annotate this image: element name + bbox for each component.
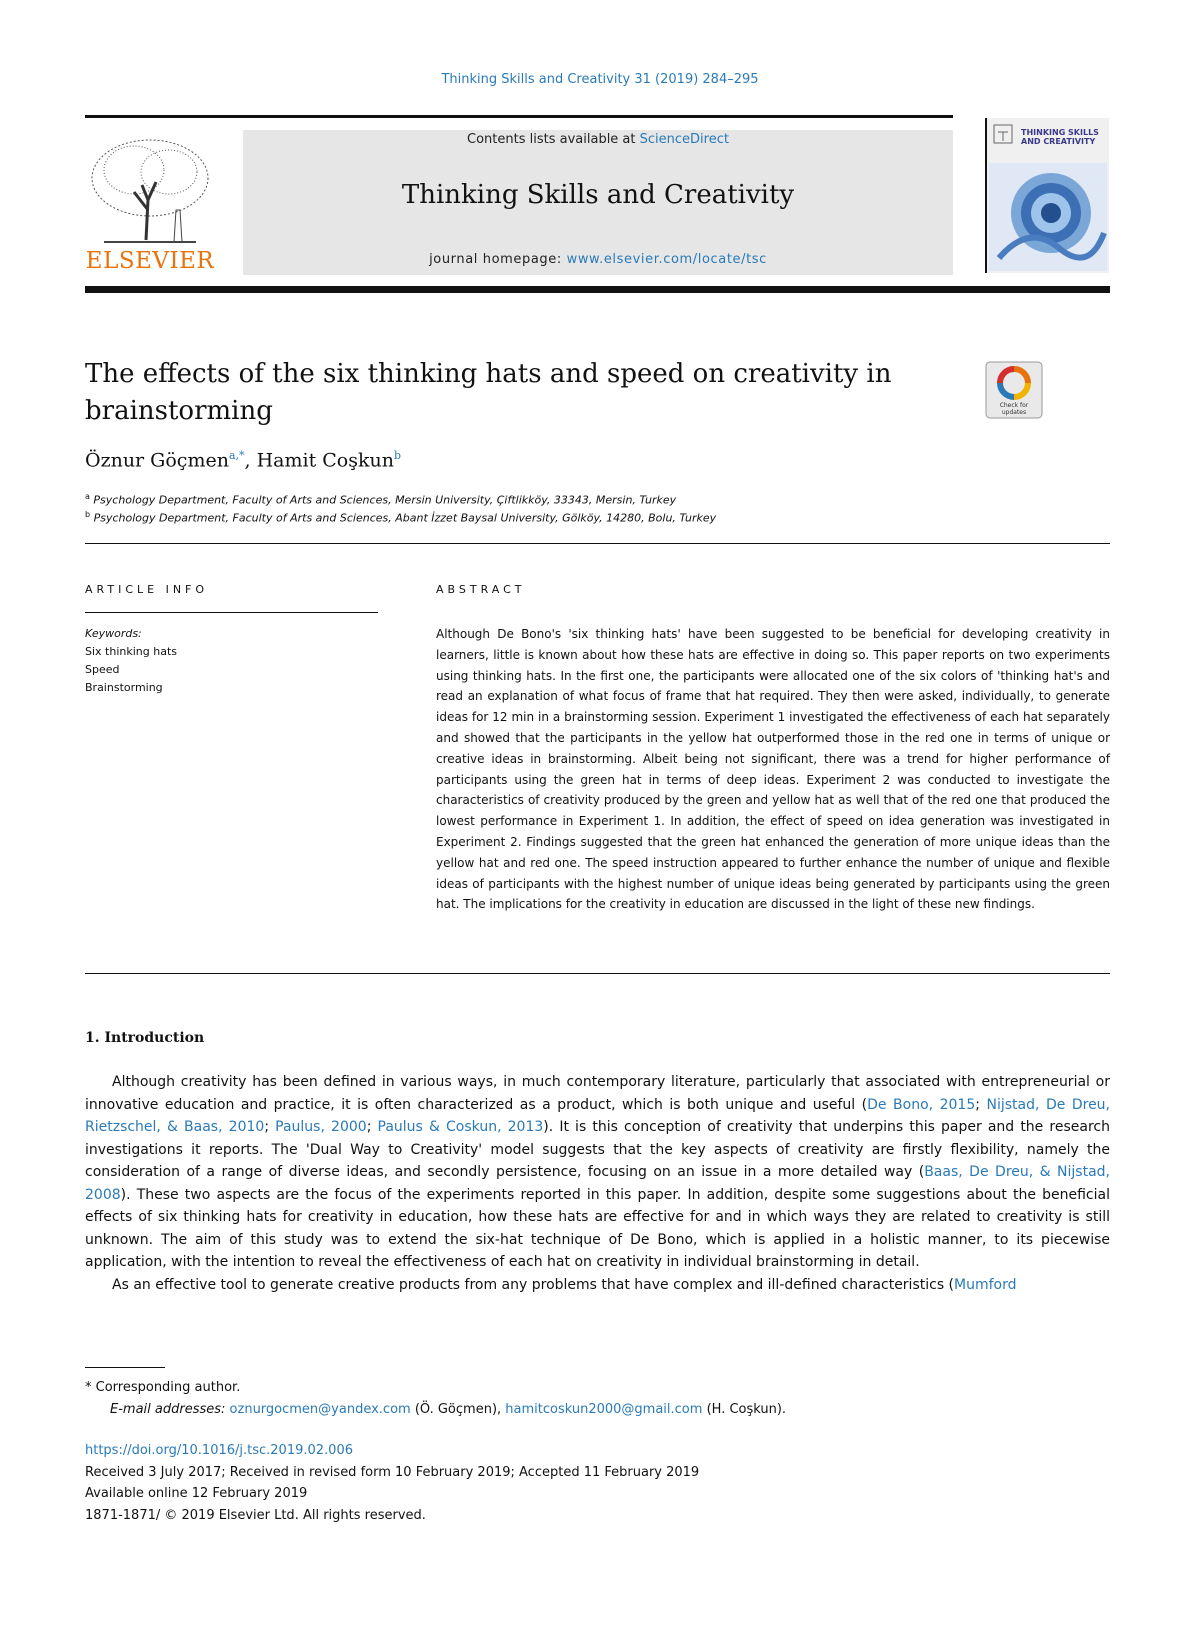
journal-title: Thinking Skills and Creativity	[401, 180, 795, 210]
affiliation: $^a$ Psychology Department, Faculty of Arts and Sciences, Mersin University, Çiftlikköy, 33343, Mersin, Turkey	[85, 492, 677, 507]
email-footnote: E-mail addresses: oznurgocmen@yandex.com (Ö. Göçmen), hamitcoskun2000@gmail.com (H. Coşkun).	[110, 1402, 787, 1417]
author-name: Öznur Göçmen	[85, 449, 229, 472]
paper-title: The effects of the six thinking hats and speed on creativity in brainstorming	[85, 359, 892, 426]
journal-citation[interactable]: Thinking Skills and Creativity 31 (2019) 284–295	[441, 72, 759, 87]
cover-title: THINKING SKILLS AND CREATIVITY	[1021, 128, 1099, 146]
abstract-heading: ABSTRACT	[436, 583, 526, 596]
contents-line	[243, 132, 953, 147]
tree-icon	[84, 130, 216, 245]
paragraph-text: As an effective tool to generate creative products from any problems that have complex and ill-defined characteristics (	[112, 1276, 955, 1293]
keywords-block	[85, 625, 177, 697]
citation-link[interactable]: Paulus, 2000	[275, 1119, 367, 1135]
homepage-link[interactable]: www.elsevier.com/locate/tsc	[566, 252, 767, 267]
elsevier-wordmark: ELSEVIER	[85, 248, 215, 274]
journal-banner	[243, 130, 953, 275]
keywords-label: Keywords:	[85, 627, 142, 640]
paragraph-text: ;	[264, 1119, 276, 1135]
paragraph-text: ). These two aspects are the focus of the experiments reported in this paper. In addition, despite some suggestions about the beneficial effects of six thinking hats for creativity in education, how these hats are effective for and in which ways they are related to creativity is still unknown. The aim of this study was to extend the six-hat technique of De Bono, which is applied in a holistic manner, to its piecewise application, with the intention to reveal the effectiveness of each hat on creativity in individual brainstorming in detail.	[85, 1186, 1110, 1270]
crossmark-icon	[985, 361, 1043, 419]
introduction-body	[85, 1071, 1110, 1296]
crossmark-line2: updates	[1001, 409, 1027, 416]
sciencedirect-link[interactable]: ScienceDirect	[639, 132, 729, 147]
footnote-rule	[85, 1367, 165, 1368]
citation-link[interactable]: De Bono, 2015	[867, 1096, 976, 1113]
section-heading: 1. Introduction	[85, 1030, 205, 1046]
contents-prefix: Contents lists available at	[467, 132, 640, 147]
affiliation: $^b$ Psychology Department, Faculty of Arts and Sciences, Abant İzzet Baysal University, Gölköy, 14280, Bolu, Turkey	[85, 510, 717, 525]
front-matter	[85, 1440, 699, 1526]
check-for-updates-badge[interactable]	[985, 361, 1043, 419]
received-dates: Received 3 July 2017; Received in revised form 10 February 2019; Accepted 11 February 2019	[85, 1464, 700, 1480]
author-marks[interactable]: b	[394, 449, 402, 462]
citation-link[interactable]: Baas, De Dreu, & Nijstad, 2008	[85, 1164, 1111, 1203]
crossmark-line1: Check for	[999, 402, 1029, 409]
article-info-rule	[85, 612, 378, 613]
cover-art-icon	[989, 163, 1107, 271]
author-name: Hamit Coşkun	[256, 449, 394, 472]
copyright: 1871-1871/ © 2019 Elsevier Ltd. All rights reserved.	[85, 1507, 426, 1523]
abstract-bottom-rule	[85, 973, 1110, 974]
homepage-prefix: journal homepage:	[429, 252, 567, 267]
elsevier-logo	[84, 130, 216, 275]
keyword: Six thinking hats	[85, 645, 177, 658]
paragraph-text: ;	[366, 1119, 378, 1135]
paragraph-text: ). It is this conception of creativity that underpins this paper and the research investigations it reports. The 'Dual Way to Creativity' model suggests that the key aspects of creativity are firstly flexibility, namely the consideration of a range of diverse ideas, and secondly persistence, focusing on an issue in a more detailed way (	[85, 1119, 1110, 1180]
homepage-line	[243, 252, 953, 267]
available-online: Available online 12 February 2019	[85, 1486, 308, 1501]
author-marks[interactable]: a,*	[228, 449, 245, 462]
journal-cover[interactable]	[985, 118, 1109, 273]
email-label: E-mail addresses:	[110, 1402, 226, 1417]
citation-link[interactable]: Mumford	[954, 1276, 1017, 1293]
banner-bottom-rule	[85, 286, 1110, 293]
email-link[interactable]: hamitcoskun2000@gmail.com	[505, 1402, 703, 1417]
abstract-text: Although De Bono's 'six thinking hats' have been suggested to be beneficial for developing creativity in learners, little is known about how these hats are effective in doing so. This paper reports on two experiments using thinking hats. In the first one, the participants were allocated one of the six colors of 'thinking hat's and read an explanation of what focus of frame that hat required. They then were asked, individually, to generate ideas for 12 min in a brainstorming session. Experiment 1 investigated the effectiveness of each hat separately and showed that the participants in the yellow hat outperformed those in the red one in terms of unique or creative ideas in brainstorming. Albeit being not significant, there was a trend for higher performance of participants using the green hat in terms of deep ideas. Experiment 2 was conducted to investigate the characteristics of creativity produced by the green and yellow hat as well that of the red one that produced the lowest performance in Experiment 1. In addition, the effect of speed on idea generation was investigated in Experiment 2. Findings suggested that the green hat enhanced the generation of more unique ideas than the yellow hat and red one. The speed instruction appeared to further enhance the number of unique and flexible ideas of participants with the highest number of unique ideas being generated by participants using the green hat. The implications for the creativity in education are discussed in the light of these new findings.	[436, 627, 1110, 912]
author-list: Öznur Göçmen$^{a,*}$, Hamit Coşkun$^b$	[85, 449, 402, 472]
affiliations-rule	[85, 543, 1110, 544]
elsevier-mini-logo-icon	[993, 124, 1013, 144]
corresponding-author-note: * Corresponding author.	[85, 1380, 241, 1395]
citation-link[interactable]: Paulus & Coskun, 2013	[377, 1119, 544, 1135]
keyword: Speed	[85, 663, 120, 676]
paragraph-text: ;	[975, 1096, 987, 1113]
email-link[interactable]: oznurgocmen@yandex.com	[229, 1402, 411, 1417]
paragraph	[85, 1274, 1110, 1297]
keyword: Brainstorming	[85, 681, 163, 694]
doi-link[interactable]: https://doi.org/10.1016/j.tsc.2019.02.006	[85, 1443, 353, 1458]
paragraph-text: Although creativity has been defined in various ways, in much contemporary literature, particularly that associated with entrepreneurial or innovative education and practice, it is often characterized as a product, which is both unique and useful (	[85, 1074, 1110, 1113]
article-info-heading: ARTICLE INFO	[85, 583, 209, 596]
header-rule	[85, 115, 953, 118]
citation-link[interactable]: Nijstad, De Dreu, Rietzschel, & Baas, 2010	[85, 1096, 1111, 1135]
paragraph	[85, 1071, 1110, 1274]
